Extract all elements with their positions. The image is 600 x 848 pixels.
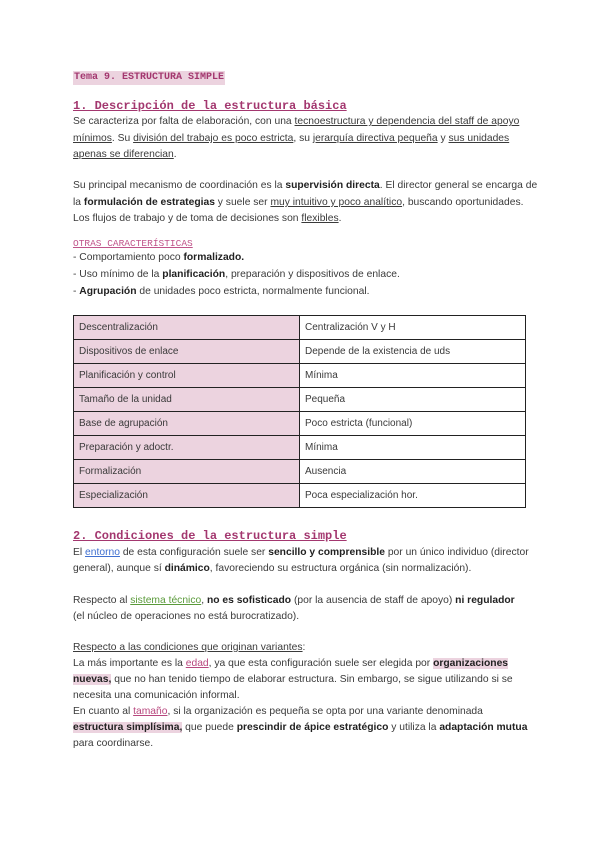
text-run: formalizado.	[183, 252, 245, 263]
text-run: flexibles	[301, 213, 339, 224]
text-run: Respecto a las condiciones que originan variantes	[73, 642, 303, 653]
text-run: para coordinarse.	[73, 738, 154, 749]
text-line	[73, 673, 513, 687]
text-run: :	[302, 642, 306, 653]
table-row	[74, 460, 526, 484]
text-run: dinámico	[164, 563, 210, 574]
table-row	[74, 388, 526, 412]
text-run: no es sofisticado	[206, 595, 292, 606]
text-run: ,	[201, 595, 207, 606]
text-line	[73, 689, 240, 703]
text-line	[73, 115, 519, 129]
section-1-heading: 1. Descripción de la estructura básica	[73, 99, 347, 113]
table-cell-value: Poca especialización hor.	[300, 484, 526, 508]
text-run: que puede	[182, 722, 237, 733]
table-cell-attribute: Dispositivos de enlace	[74, 340, 300, 364]
table-cell-value: Poco estricta (funcional)	[300, 412, 526, 436]
text-run: y utiliza la	[388, 722, 440, 733]
text-run: Se caracteriza por falta de elaboración, con una	[73, 116, 295, 127]
text-run: - Uso mínimo de la	[73, 269, 163, 280]
text-run: , buscando oportunidades.	[402, 197, 524, 208]
text-line	[73, 562, 471, 576]
text-run: (el núcleo de operaciones no está burocratizado).	[73, 611, 300, 622]
table-row	[74, 484, 526, 508]
text-run: El	[73, 547, 86, 558]
text-run: supervisión directa	[285, 180, 380, 191]
text-run: tecnoestructura y dependencia del staff de apoyo	[294, 116, 520, 127]
document-title: Tema 9. ESTRUCTURA SIMPLE	[74, 72, 225, 83]
text-run: mínimos	[73, 133, 112, 144]
text-run: necesita una comunicación informal.	[73, 690, 240, 701]
text-run: (por la ausencia de staff de apoyo)	[291, 595, 456, 606]
text-line	[73, 148, 177, 162]
text-line	[73, 641, 305, 655]
table-cell-value: Mínima	[300, 436, 526, 460]
text-run: apenas se diferencian	[73, 149, 174, 160]
text-run: ni regulador	[455, 595, 515, 606]
text-run: sus unidades	[448, 133, 510, 144]
text-run: organizaciones	[433, 658, 509, 669]
text-line	[73, 212, 341, 226]
text-line	[73, 179, 537, 193]
text-run: por un único individuo (director	[384, 547, 529, 558]
text-run: planificación	[162, 269, 226, 280]
text-line	[73, 132, 509, 146]
text-line	[73, 285, 369, 299]
table-cell-attribute: Base de agrupación	[74, 412, 300, 436]
text-line	[73, 196, 523, 210]
text-run: adaptación mutua	[439, 722, 528, 733]
table-cell-attribute: Planificación y control	[74, 364, 300, 388]
table-row	[74, 436, 526, 460]
table-cell-value: Mínima	[300, 364, 526, 388]
text-run: general), aunque sí	[73, 563, 165, 574]
text-run: y suele ser	[214, 197, 271, 208]
text-run: nuevas,	[73, 674, 112, 685]
text-run: formulación de estrategias	[83, 197, 215, 208]
text-line	[73, 594, 515, 608]
table-cell-attribute: Preparación y adoctr.	[74, 436, 300, 460]
text-line	[73, 737, 153, 751]
text-run: Respecto al	[73, 595, 131, 606]
text-run: jerarquía directiva pequeña	[312, 133, 438, 144]
table-cell-value: Pequeña	[300, 388, 526, 412]
otras-caracteristicas-label: OTRAS CARACTERÍSTICAS	[73, 238, 193, 249]
table-cell-value: Depende de la existencia de uds	[300, 340, 526, 364]
table-cell-attribute: Especialización	[74, 484, 300, 508]
table-row	[74, 316, 526, 340]
text-run: de unidades poco estricta, normalmente funcional.	[136, 286, 370, 297]
table-row	[74, 364, 526, 388]
text-run: , si la organización es pequeña se opta por una variante denominada	[167, 706, 483, 717]
link-text[interactable]: sistema técnico	[130, 595, 202, 606]
text-run: prescindir de ápice estratégico	[236, 722, 389, 733]
table-cell-attribute: Descentralización	[74, 316, 300, 340]
text-run: que no han tenido tiempo de elaborar estructura. Sin embargo, se sigue utilizando si se	[111, 674, 513, 685]
text-run: La más importante es la	[73, 658, 186, 669]
text-run: En cuanto al	[73, 706, 134, 717]
link-text[interactable]: tamaño	[133, 706, 168, 717]
link-text[interactable]: entorno	[85, 547, 120, 558]
table-row	[74, 340, 526, 364]
text-line	[73, 657, 508, 671]
text-run: , preparación y dispositivos de enlace.	[225, 269, 400, 280]
text-run: - Comportamiento poco	[73, 252, 184, 263]
text-run: . Su	[111, 133, 134, 144]
table-row	[74, 412, 526, 436]
text-run: . El director general se encarga de	[379, 180, 538, 191]
text-line	[73, 251, 244, 265]
text-run: división del trabajo es poco estricta	[133, 133, 294, 144]
table-cell-attribute: Tamaño de la unidad	[74, 388, 300, 412]
text-run: estructura simplísima,	[73, 722, 183, 733]
text-line	[73, 610, 299, 624]
table-cell-value: Ausencia	[300, 460, 526, 484]
text-run: , favoreciendo su estructura orgánica (sin normalización).	[209, 563, 472, 574]
text-run: .	[338, 213, 342, 224]
text-run: , ya que esta configuración suele ser elegida por	[208, 658, 434, 669]
link-text[interactable]: edad	[185, 658, 209, 669]
text-run: y	[437, 133, 449, 144]
text-run: sencillo y comprensible	[268, 547, 385, 558]
text-run: , su	[293, 133, 313, 144]
text-run: Los flujos de trabajo y de toma de decisiones son	[73, 213, 302, 224]
text-run: Agrupación	[79, 286, 137, 297]
text-run: -	[73, 286, 80, 297]
text-run: Su principal mecanismo de coordinación es la	[73, 180, 286, 191]
text-run: muy intuitivo y poco analítico	[270, 197, 403, 208]
section-2-heading: 2. Condiciones de la estructura simple	[73, 529, 347, 543]
text-line	[73, 721, 527, 735]
table-cell-value: Centralización V y H	[300, 316, 526, 340]
text-run: .	[173, 149, 177, 160]
text-run: de esta configuración suele ser	[119, 547, 269, 558]
table-cell-attribute: Formalización	[74, 460, 300, 484]
text-line	[73, 705, 483, 719]
text-line	[73, 546, 529, 560]
text-line	[73, 268, 400, 282]
characteristics-table	[73, 315, 526, 508]
text-run: la	[73, 197, 84, 208]
